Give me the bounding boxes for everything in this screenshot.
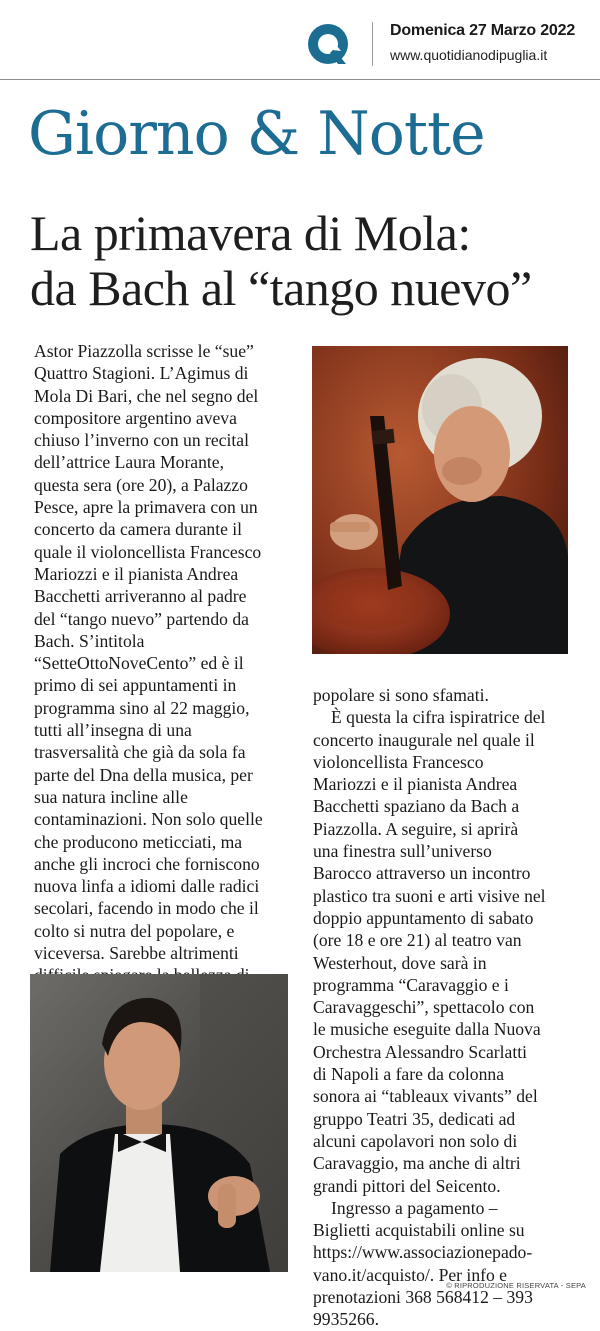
article-line: Bacchetti spaziano da Bach a: [313, 796, 520, 817]
article-line: programma “Caravaggio e i: [313, 974, 509, 995]
article-headline: [30, 206, 590, 316]
article-line: grandi pittori del Seicento.: [313, 1175, 501, 1196]
article-line: “SetteOttoNoveCento” ed è il: [34, 653, 244, 674]
quotidiano-logo-icon: [306, 22, 352, 68]
article-line: concerto da camera durante il: [34, 519, 243, 540]
article-line: viceversa. Sarebbe altrimenti: [34, 943, 239, 964]
site-url: www.quotidianodipuglia.it: [390, 47, 548, 63]
article-line: nuova linfa a idiomi dalle radici: [34, 876, 260, 897]
cellist-illustration: [312, 346, 568, 654]
article-line: questa sera (ore 20), a Palazzo: [34, 474, 248, 495]
article-line: https://www.associazionepado-: [313, 1242, 533, 1263]
headline-line-1: La primavera di Mola:: [30, 205, 471, 261]
article-line: Mariozzi e il pianista Andrea: [34, 563, 239, 584]
article-line: È questa la cifra ispiratrice del: [331, 707, 546, 728]
article-line: secolari, facendo in modo che il: [34, 898, 259, 919]
article-line: Mariozzi e il pianista Andrea: [313, 774, 518, 795]
article-line: sua natura incline alle: [34, 786, 188, 807]
article-line: contaminazioni. Non solo quelle: [34, 809, 263, 830]
article-column-right: [313, 684, 575, 1331]
article-line: quale il violoncellista Francesco: [34, 541, 262, 562]
pianist-illustration: [30, 974, 288, 1272]
article-line: programma sino al 22 maggio,: [34, 697, 250, 718]
article-line: Ingresso a pagamento –: [331, 1197, 498, 1218]
masthead: [0, 0, 600, 78]
article-line: chiuso l’inverno con un recital: [34, 430, 249, 451]
article-line: parte del Dna della musica, per: [34, 764, 253, 785]
article-line: di Napoli a fare da colonna: [313, 1064, 505, 1085]
article-line: una finestra sull’universo: [313, 841, 492, 862]
article-line: Pesce, apre la primavera con un: [34, 497, 258, 518]
article-line: doppio appuntamento di sabato: [313, 907, 534, 928]
article-line: Westerhout, dove sarà in: [313, 952, 487, 973]
article-line: anche gli incroci che forniscono: [34, 853, 260, 874]
article-line: Orchestra Alessandro Scarlatti: [313, 1041, 527, 1062]
article-line: Quattro Stagioni. L’Agimus di: [34, 363, 249, 384]
pianist-photo: [30, 974, 288, 1272]
article-line: colto si nutra del popolare, e: [34, 920, 235, 941]
headline-line-2: da Bach al “tango nuevo”: [30, 260, 532, 316]
header-rule: [0, 79, 600, 80]
article-line: Mola Di Bari, che nel segno del: [34, 385, 259, 406]
issue-date: Domenica 27 Marzo 2022: [390, 22, 576, 39]
article-line: alcuni capolavori non solo di: [313, 1130, 518, 1151]
article-line: prenotazioni 368 568412 – 393: [313, 1287, 533, 1308]
article-line: compositore argentino aveva: [34, 407, 237, 428]
article-line: 9935266.: [313, 1309, 379, 1330]
article-line: Caravaggeschi”, spettacolo con: [313, 997, 535, 1018]
article-line: Bacchetti arriveranno al padre: [34, 586, 247, 607]
article-line: sonora ai “tableaux vivants” del: [313, 1086, 538, 1107]
article-line: Caravaggio, ma anche di altri: [313, 1153, 521, 1174]
article-line: Bach. S’intitola: [34, 630, 145, 651]
header-divider: [372, 22, 373, 66]
article-line: primo di sei appuntamenti in: [34, 675, 237, 696]
article-line: concerto inaugurale nel quale il: [313, 729, 535, 750]
article-line: popolare si sono sfamati.: [313, 685, 489, 705]
article-line: del “tango nuevo” partendo da: [34, 608, 249, 629]
article-line: (ore 18 e ore 21) al teatro van: [313, 930, 522, 951]
article-line: gruppo Teatri 35, dedicati ad: [313, 1108, 516, 1129]
article-line: dell’attrice Laura Morante,: [34, 452, 225, 473]
article-column-left: [34, 340, 296, 1031]
article-line: le musiche eseguite dalla Nuova: [313, 1019, 541, 1040]
article-line: Piazzolla. A seguire, si aprirà: [313, 818, 519, 839]
section-title: Giorno & Notte: [28, 99, 485, 169]
cellist-photo: [312, 346, 568, 654]
article-line: plastico tra suoni e arti visive nel: [313, 885, 546, 906]
article-line: vano.it/acquisto/. Per info e: [313, 1264, 507, 1285]
article-line: che producono meticciati, ma: [34, 831, 243, 852]
article-line: tutti all’insegna di una: [34, 720, 192, 741]
article-line: Astor Piazzolla scrisse le “sue”: [34, 341, 254, 361]
article-line: Barocco attraverso un incontro: [313, 863, 531, 884]
article-line: trasversalità che già da sola fa: [34, 742, 246, 763]
copyright-credit: © RIPRODUZIONE RISERVATA - SEPA: [446, 1281, 586, 1290]
article-line: Biglietti acquistabili online su: [313, 1220, 525, 1241]
article-line: violoncellista Francesco: [313, 751, 484, 772]
